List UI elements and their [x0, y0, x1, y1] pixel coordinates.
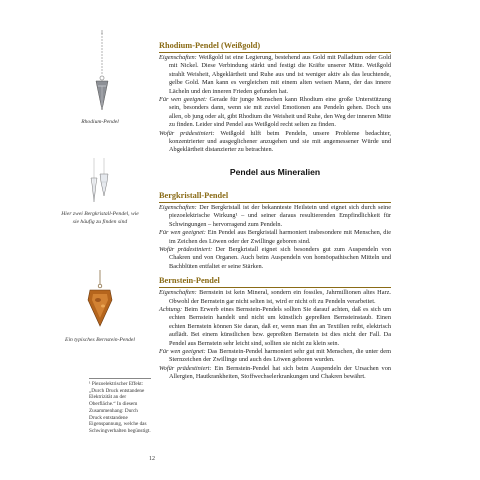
paragraph-text: Bernstein ist kein Mineral, sondern ein fossiles, Jahrmillionen altes Harz. Obwohl der Bernstein gar nicht selten ist, wird er nicht oft zu Pendeln verarbeitet. — [169, 289, 391, 305]
paragraph — [159, 229, 391, 246]
paragraph-text: Der Bergkristall ist der bekannteste Heilstein und eignet sich durch seine piezoelektrische Wirkung¹ – und seiner daraus resultierenden Empfindlichkeit für Schwingungen – hervorragend zum Pendeln. — [169, 203, 391, 228]
main-text-column — [159, 41, 391, 387]
paragraph-text: Weißgold ist eine Legierung, bestehend aus Gold mit Palladium oder Gold mit Nickel. Diese Verbindung stärkt und festigt die Kräfte unserer Mitte. Weißgold strahlt Weisheit, Abgeklärtheit und Ruhe aus und ist weniger aktiv als das leuchtende, gelbe Gold. Man kann es vergleichen mit einem alten weisen Mann, der das innere Lächeln und den inneren Frieden gefunden hat. — [169, 54, 391, 95]
paragraph-label: Achtung: — [159, 305, 183, 313]
section-title: Rhodium-Pendel (Weißgold) — [159, 41, 391, 53]
bernstein-caption: Ein typisches Bernstein-Pendel — [65, 337, 135, 343]
paragraph — [159, 54, 391, 96]
bergkristall-pendulums-image — [60, 158, 140, 210]
bergkristall-pendulum-figure — [60, 158, 140, 226]
paragraph — [159, 130, 391, 155]
paragraph — [159, 246, 391, 271]
paragraph-label: Für wen geeignet: — [159, 347, 206, 355]
rhodium-caption: Rhodium-Pendel — [81, 119, 119, 125]
paragraph-label: Für wen geeignet: — [159, 96, 207, 104]
paragraph-label: Eigenschaften: — [159, 203, 197, 211]
rhodium-pendulum-image — [80, 30, 120, 118]
rhodium-pendulum-figure — [60, 30, 140, 126]
section-bernstein — [159, 276, 391, 381]
paragraph-text: Gerade für junge Menschen kann Rhodium eine große Unterstützung sein, besonders dann, wenn sie mit zuviel Emotionen ans Pendeln gehen. Doch uns allen, ob jung oder alt, gibt Rhodium die Weisheit und Ruhe, den Weg der inneren Mitte zu finden. Leider sind Pendel aus Weißgold recht selten zu finden. — [169, 96, 391, 129]
paragraph-text: Ein Pendel aus Bergkristall harmoniert insbesondere mit Menschen, die im Zeichen des Löwen oder der Zwillinge geboren sind. — [169, 229, 391, 245]
section-title: Bernstein-Pendel — [159, 276, 391, 288]
footnote: ¹ Piezoelektrischer Effekt: „Durch Druck entstandene Elektrizität an der Oberfläche.“ In diesem Zusammenhang: Durch Druck entstandene Eigenspannung, welche das Schwingverhalten begünstigt. — [89, 381, 151, 434]
paragraph — [159, 365, 391, 382]
bergkristall-caption: Hier zwei Bergkristall-Pendel, wie sie häufig zu finden sind — [61, 211, 139, 225]
bernstein-pendulum-image — [80, 270, 120, 336]
paragraph — [159, 289, 391, 306]
paragraph-label: Wofür prädestiniert: — [159, 364, 212, 372]
paragraph-label: Wofür prädestiniert: — [159, 129, 215, 137]
paragraph-text: Beim Erwerb eines Bernstein-Pendels sollten Sie darauf achten, daß es sich um echten Bernstein handelt und nicht um künstlich gepreßten Bernsteinstaub. Einen echten Bernstein können Sie daran, daß er, wenn man ihn an Textilien reibt, elektrisch auflädt. Bei einem künstlichen bzw. gepreßten Bernstein ist dies nicht der Fall. Da Pendel aus Bernstein sehr leicht sind, sollten sie nicht zu klein sein. — [169, 305, 391, 347]
section-rhodium — [159, 41, 391, 155]
paragraph — [159, 204, 391, 229]
paragraph-text: Weißgold hilft beim Pendeln, unsere Probleme bedachter, konzentrierter und ausgeglichener anzugehen und sie mit angemessener Würde und Abgeklärtheit distanzierter zu betrachten. — [169, 129, 392, 154]
page-number: 12 — [149, 456, 155, 462]
paragraph-text: Der Bergkristall eignet sich besonders gut zum Auspendeln von Chakren und von Organen. Auch beim Auspendeln von homöopathischen Mitteln und Bachblüten entfaltet er seine Stärken. — [169, 245, 391, 270]
left-margin-column — [0, 0, 150, 480]
paragraph-label: Für wen geeignet: — [159, 229, 206, 237]
paragraph-text: Das Bernstein-Pendel harmoniert sehr gut mit Menschen, die unter dem Sternzeichen der Zwillinge und auch des Löwen geboren wurden. — [169, 347, 391, 364]
section-title: Bergkristall-Pendel — [159, 191, 391, 203]
paragraph-label: Eigenschaften: — [159, 289, 197, 297]
paragraph — [159, 306, 391, 348]
paragraph — [159, 96, 391, 130]
paragraph — [159, 348, 391, 365]
paragraph-text: Ein Bernstein-Pendel hat sich beim Auspendeln der Ursachen von Allergien, Hautkrankheiten, Stoffwechselerkrankungen und Chakren bewährt. — [169, 364, 391, 381]
bernstein-pendulum-figure — [60, 270, 140, 344]
mineral-heading: Pendel aus Mineralien — [229, 166, 321, 177]
section-bergkristall — [159, 191, 391, 271]
footnote-divider — [89, 378, 151, 379]
paragraph-label: Wofür prädestiniert: — [159, 245, 213, 253]
paragraph-label: Eigenschaften: — [159, 54, 197, 61]
